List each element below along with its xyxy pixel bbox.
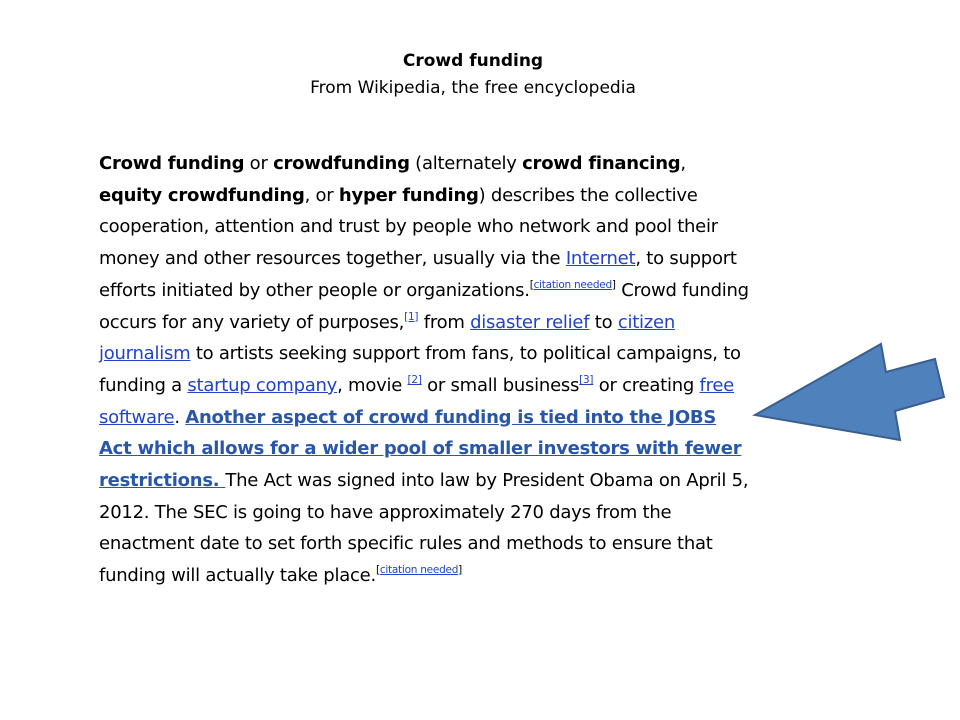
- citizen-journalism-link[interactable]: citizen journalism: [99, 311, 675, 365]
- article-text: to artists seeking support from fans, to political campaigns, to funding a: [99, 343, 741, 396]
- term-crowdfunding: crowdfunding: [273, 153, 410, 174]
- article-text: (alternately: [409, 153, 523, 174]
- article-text: ,: [680, 153, 686, 174]
- article-text: from: [418, 311, 471, 333]
- page-header: [0, 48, 946, 102]
- term-crowd-funding: Crowd funding: [99, 153, 245, 174]
- article-text: , to support efforts initiated by other people or organizations.: [99, 248, 737, 301]
- reference-2-link[interactable]: [2]: [407, 373, 422, 386]
- article-text: or: [244, 153, 274, 174]
- article-text: Crowd funding occurs for any variety of purposes,: [99, 279, 749, 333]
- startup-company-link[interactable]: startup company: [187, 374, 338, 396]
- reference-3-link[interactable]: [3]: [579, 373, 594, 386]
- page-subtitle: From Wikipedia, the free encyclopedia: [310, 78, 636, 98]
- term-crowd-financing: crowd financing: [522, 153, 681, 174]
- citation-needed-link[interactable]: citation needed: [379, 564, 459, 577]
- article-text: .: [174, 406, 186, 428]
- article-text: , movie: [337, 374, 408, 396]
- jobs-act-link[interactable]: Another aspect of crowd funding is tied into the JOBS Act which allows for a wider pool of smaller investors with fewer restrictions.: [99, 406, 742, 492]
- disaster-relief-link[interactable]: disaster relief: [470, 311, 590, 333]
- reference-1: [404, 311, 418, 323]
- free-software-link[interactable]: free software: [99, 374, 735, 428]
- citation-needed-note: [citation needed]: [375, 564, 462, 577]
- article-text: The Act was signed into law by President Obama on April 5, 2012. The SEC is going to have approximately 270 days from the enactment date to set forth specific rules and methods to ensure that funding will actually take place.: [99, 470, 749, 587]
- article-paragraph: [99, 148, 754, 592]
- left-pointing-arrow-icon: [752, 326, 948, 460]
- citation-needed-link[interactable]: citation needed: [533, 278, 612, 291]
- article-text: to: [589, 311, 618, 333]
- term-equity-crowdfunding: equity crowdfunding: [99, 184, 305, 206]
- reference-1-link[interactable]: [1]: [404, 310, 419, 323]
- reference-3: [579, 374, 593, 386]
- article-text: or creating: [593, 374, 700, 396]
- page-title: Crowd funding: [402, 51, 544, 71]
- citation-needed-note: [citation needed]: [529, 278, 616, 291]
- term-hyper-funding: hyper funding: [338, 184, 479, 206]
- internet-link[interactable]: Internet: [565, 248, 636, 270]
- article-text: , or: [304, 184, 339, 206]
- reference-2: [408, 374, 422, 386]
- article-text: or small business: [421, 374, 580, 396]
- article-text: ) describes the collective cooperation, attention and trust by people who network and pool their money and other resources together, usually via the: [99, 184, 718, 270]
- arrow-shape: [755, 344, 944, 440]
